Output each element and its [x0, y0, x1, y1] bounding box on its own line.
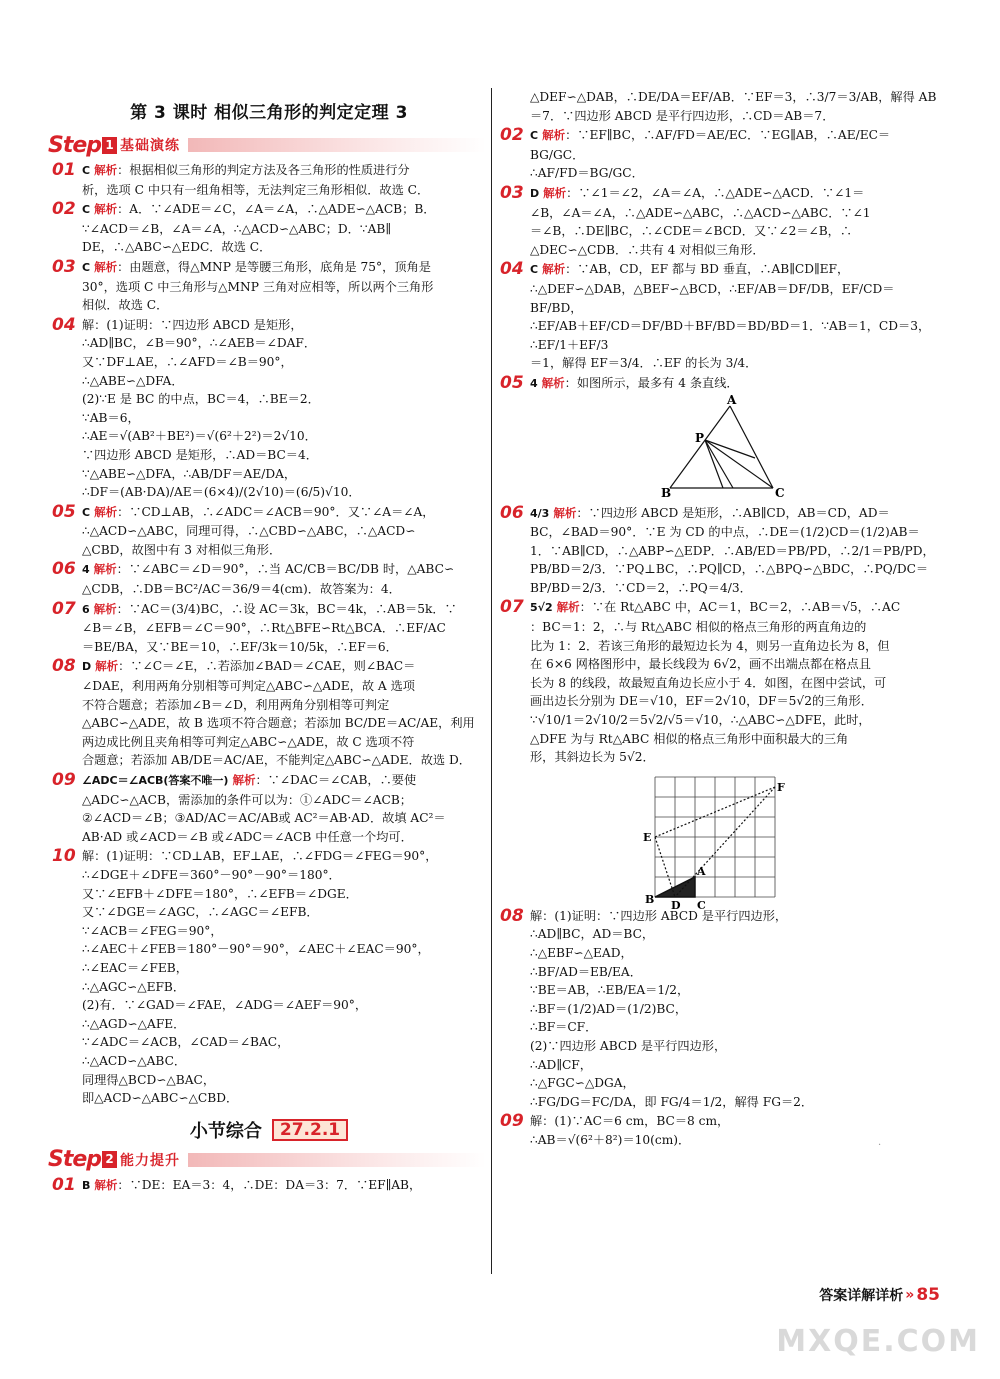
answer-text: ∴EF/AB＋EF/CD＝DF/BD＋BF/BD＝BD/BD＝1．∵AB＝1，CD＝3，∴EF/1＋EF/3	[530, 319, 931, 352]
page-footer	[819, 1285, 940, 1305]
answer-text: △DEC∽△CDB．∴共有 4 对相似三角形．	[530, 242, 765, 257]
answer-line	[530, 354, 940, 373]
answer-text: △CBD，故图中有 3 对相似三角形．	[82, 542, 282, 557]
triangle-label: C	[775, 485, 785, 500]
answer-text: △DEF∽△DAB，∴DE/DA＝EF/AB．∵EF＝3，∴3/7＝3/AB，解得 AB	[530, 90, 937, 104]
answer-line	[82, 1089, 486, 1108]
answer-text: ∵∠ACD＝∠B，∠A＝∠A，∴△ACD∽△ABC；D．∵AB∥	[82, 221, 392, 236]
answer-line	[82, 866, 486, 885]
answer-text: 解析：∵EF∥BC，∴AF/FD＝AE/EC．∵EG∥AB，∴AE/EC＝BG/GC．	[530, 128, 891, 162]
answer-text: 长为 8 的线段，故最短直角边长应小于 4．如图，在图中尝试，可	[530, 675, 887, 690]
answer-line	[82, 922, 486, 941]
answer-text: △CDB，∴DB＝BC²/AC＝36/9＝4(cm)．故答案为：4．	[82, 582, 401, 597]
answer-line	[530, 241, 940, 260]
answer-line	[530, 637, 940, 656]
answer-item	[52, 200, 486, 257]
answer-text: 解析：由题意，得△MNP 是等腰三角形，底角是 75°，顶角是	[94, 259, 431, 274]
grid-label: F	[777, 780, 785, 794]
answer-text: (2)∵四边形 ABCD 是平行四边形，	[530, 1038, 727, 1053]
answer-line	[530, 655, 940, 674]
answer-line	[530, 730, 940, 749]
answer-text: ∵∠ADC＝∠ACB，∠CAD＝∠BAC，	[82, 1035, 290, 1050]
grid-figure	[500, 771, 940, 912]
answer-key: 4	[530, 376, 538, 390]
answer-text: 解析：∵∠1＝∠2，∠A＝∠A，∴△ADE∽△ACD．∵∠1＝	[543, 185, 865, 200]
answer-text: 即△ACD∽△ABC∽△CBD．	[82, 1091, 239, 1106]
answer-text: 解析：∵CD⊥AB，∴∠ADC＝∠ACB＝90°．又∵∠A＝∠A，	[94, 504, 435, 519]
answer-text: 又∵DF⊥AE，∴∠AFD＝∠B＝90°，	[82, 354, 293, 369]
triangle-label: P	[695, 430, 705, 445]
answer-line	[530, 204, 940, 223]
answer-key: C	[82, 203, 91, 217]
answer-text: ∴∠AEC＋∠FEB＝180°－90°＝90°，∠AEC＋∠EAC＝90°，	[82, 942, 430, 957]
analysis-label: 解析	[94, 163, 118, 177]
answer-text: 又∵∠DGE＝∠AGC，∴∠AGC＝∠EFB．	[82, 905, 319, 920]
answer-line	[82, 258, 486, 278]
answer-line	[82, 978, 486, 997]
step-number: 2	[102, 1151, 117, 1168]
answer-text: 解析：∵∠ABC＝∠D＝90°，∴当 AC/CB＝BC/DB 时，△ABC∽	[93, 562, 455, 577]
answer-line	[530, 107, 940, 126]
answer-text: 同理得△BCD∽△BAC，	[82, 1072, 216, 1087]
triangle-label: B	[661, 485, 672, 500]
answer-line	[82, 751, 486, 770]
analysis-label: 解析	[93, 601, 117, 616]
answer-item	[500, 598, 940, 766]
answer-line	[82, 522, 486, 541]
answer-text: 合题意；若添加 AB/DE＝AC/AE，不能判定△ABC∽△ADE．故选 D．	[82, 753, 471, 768]
answer-text: 解析：如图所示，最多有 4 条直线．	[541, 375, 739, 390]
answer-text: 解析：∵在 Rt△ABC 中，AC＝1，BC＝2，∴AB＝√5，∴AC	[556, 600, 901, 615]
answer-text: 解析：根据相似三角形的判定方法及各三角形的性质进行分	[94, 163, 410, 177]
answer-line	[530, 504, 940, 524]
step-label: 基础演练	[120, 138, 181, 154]
answer-line	[82, 181, 486, 200]
answer-line	[530, 1056, 940, 1075]
answer-text: 又∵∠EFB＋∠DFE＝180°，∴∠EFB＝∠DGE．	[82, 886, 358, 901]
answer-line	[82, 996, 486, 1015]
answer-line	[530, 711, 940, 730]
answer-line	[530, 374, 940, 394]
answer-key: C	[82, 164, 91, 177]
answer-text: ∴AD∥BC，∠B＝90°，∴∠AEB＝∠DAF．	[82, 336, 317, 351]
answer-item	[52, 600, 486, 657]
answer-line	[82, 714, 486, 733]
answer-item	[500, 907, 940, 1112]
left-answer-list	[52, 161, 486, 1108]
item-number: 09	[52, 770, 76, 790]
analysis-label: 解析	[543, 185, 567, 200]
section-code: 27.2.1	[272, 1119, 348, 1141]
answer-line	[530, 560, 940, 579]
answer-text: 解：(1)证明：∵CD⊥AB，EF⊥AE，∴∠FDG＝∠FEG＝90°，	[82, 849, 438, 864]
analysis-label: 解析	[542, 128, 566, 143]
analysis-label: 解析	[94, 202, 118, 217]
answer-key: 5√2	[530, 601, 553, 615]
answer-key: 6	[82, 602, 90, 616]
answer-line	[82, 296, 486, 315]
answer-text: ∴AE＝√(AB²＋BE²)＝√(6²＋2²)＝2√10．	[82, 429, 317, 444]
answer-text: 1．∵AB∥CD，∴△ABP∽△EDP．∴AB/ED＝PB/PD，∴2/1＝PB/PD，	[530, 543, 935, 558]
answer-line	[82, 580, 486, 599]
answer-text: BC，∠BAD＝90°．∵E 为 CD 的中点，∴DE＝(1/2)CD＝(1/2)AB＝	[530, 525, 920, 540]
answer-text: 画出边长分别为 DE＝√10，EF＝2√10，DF＝5√2的三角形．	[530, 694, 873, 709]
left-bottom-answer-list	[52, 1176, 486, 1196]
answer-text: ∠DAE，利用两角分别相等可判定△ABC∽△ADE，故 A 选项	[82, 679, 415, 694]
answer-item	[500, 126, 940, 183]
answer-line	[530, 692, 940, 711]
grid-label: A	[697, 864, 706, 878]
answer-text: 比为 1：2．若该三角形的最短边长为 4，则另一直角边长为 8，但	[530, 638, 890, 653]
item-number: 05	[500, 372, 524, 393]
answer-text: 解析：∵∠C＝∠E，∴若添加∠BAD＝∠CAE，则∠BAC＝	[95, 659, 416, 674]
answer-text: ②∠ACD＝∠B；③AD/AC＝AC/AB或 AC²＝AB·AD．故填 AC²＝	[82, 811, 446, 826]
answer-text: △ABC∽△ADE，故 B 选项不符合题意；若添加 BC/DE＝AC/AE，利用	[82, 716, 475, 731]
section-title: 小节综合	[189, 1120, 262, 1142]
item-number: 03	[52, 256, 76, 277]
answer-text: ∴BF/AD＝EB/EA．	[530, 964, 642, 979]
answer-text: 形，其斜边长为 5√2．	[530, 750, 655, 765]
step1-header	[48, 133, 486, 157]
item-number: 08	[52, 656, 76, 677]
answer-text: DE，∴△ABC∽△EDC．故选 C．	[82, 240, 272, 255]
answer-line	[82, 657, 486, 677]
answer-text: AB·AD 或∠ACD＝∠B 或∠ADC＝∠ACB 中任意一个均可．	[82, 829, 413, 844]
item-number: 08	[500, 905, 524, 926]
answer-line	[82, 483, 486, 502]
answer-item	[52, 771, 486, 846]
answer-line	[82, 200, 486, 220]
answer-line	[82, 959, 486, 978]
answer-line	[82, 220, 486, 239]
answer-text: ∠B，∠A＝∠A，∴△ADE∽△ABC，∴△ACD∽△ABC．∵∠1	[530, 205, 871, 220]
answer-text: ∴△AGC∽△EFB．	[82, 979, 186, 994]
answer-line	[530, 1093, 940, 1112]
answer-line	[530, 164, 940, 183]
watermark: MXQE.COM	[776, 1324, 980, 1359]
answer-text: ∴△AGD∽△AFE．	[82, 1016, 186, 1031]
answer-line	[530, 944, 940, 963]
answer-line	[82, 809, 486, 828]
answer-text: ∴∠DGE＋∠DFE＝360°－90°－90°＝180°．	[82, 867, 341, 882]
item-number: 07	[500, 597, 524, 618]
answer-key: D	[82, 660, 92, 674]
answer-text: ∵△ABE∽△DFA，∴AB/DF＝AE/DA，	[82, 466, 297, 481]
answer-line	[82, 638, 486, 657]
item-number: 02	[52, 199, 76, 220]
item-number: 07	[52, 598, 76, 619]
answer-line	[82, 1052, 486, 1071]
answer-text: (2)有．∵∠GAD＝∠FAE，∠ADG＝∠AEF＝90°，	[82, 998, 368, 1013]
answer-line	[530, 1037, 940, 1056]
answer-line	[530, 542, 940, 561]
answer-text: ∵BE＝AB，∴EB/EA＝1/2，	[530, 983, 690, 998]
answer-line	[530, 1112, 940, 1131]
answer-line	[530, 1018, 940, 1037]
answer-item	[500, 184, 940, 259]
answer-line	[530, 907, 940, 926]
answer-item	[52, 161, 486, 199]
answer-line	[82, 353, 486, 372]
analysis-label: 解析	[93, 562, 117, 577]
analysis-label: 解析	[95, 659, 119, 674]
analysis-label: 解析	[94, 1177, 118, 1192]
answer-line	[82, 316, 486, 335]
grid-label: C	[697, 898, 706, 912]
item-number: 10	[52, 846, 76, 867]
item-number: 05	[52, 501, 76, 522]
answer-text: ∴DF＝(AB·DA)/AE＝(6×4)/(2√10)＝(6/5)√10．	[82, 485, 361, 500]
answer-text: 相似．故选 C．	[82, 298, 169, 313]
answer-line	[530, 260, 940, 280]
answer-line	[82, 771, 486, 791]
analysis-label: 解析	[553, 505, 577, 520]
item-number: 01	[52, 1174, 76, 1195]
step-logo: Step	[48, 1147, 102, 1173]
answer-line	[530, 963, 940, 982]
answer-text: 解析：∵DE：EA＝3：4，∴DE：DA＝3：7．∵EF∥AB，	[94, 1177, 422, 1192]
answer-text: BP/BD＝2/3．∵CD＝2，∴PQ＝4/3．	[530, 580, 752, 595]
answer-line	[82, 161, 486, 181]
analysis-label: 解析	[542, 262, 566, 277]
answer-item	[500, 260, 940, 373]
answer-line	[82, 560, 486, 580]
triangle-label: A	[727, 392, 737, 407]
left-column	[48, 88, 486, 1196]
analysis-label: 解析	[541, 375, 565, 390]
footer-text: 答案详解详析	[819, 1288, 904, 1304]
answer-line	[530, 88, 940, 107]
answer-line	[530, 748, 940, 767]
step-logo: Step	[48, 132, 102, 158]
answer-line	[82, 390, 486, 409]
answer-key: ∠ADC＝∠ACB(答案不唯一)	[82, 774, 229, 787]
answer-text: 解析：∵AB，CD，EF 都与 BD 垂直，∴AB∥CD∥EF，	[542, 262, 850, 277]
item-number: 04	[52, 314, 76, 335]
grid-label: E	[643, 830, 652, 844]
answer-line	[530, 280, 940, 317]
item-number: 06	[52, 559, 76, 580]
analysis-label: 解析	[232, 773, 256, 787]
answer-text: ∴AD∥BC，AD＝BC，	[530, 927, 655, 942]
answer-text: ∵四边形 ABCD 是矩形，∴AD＝BC＝4．	[82, 447, 318, 462]
analysis-label: 解析	[556, 600, 580, 615]
page-number: 85	[916, 1285, 940, 1305]
answer-line	[82, 903, 486, 922]
answer-text: 解析：∵AC＝(3/4)BC，∴设 AC＝3k，BC＝4k，∴AB＝5k．∵	[93, 601, 457, 616]
answer-text: 在 6×6 网格图形中，最长线段为 6√2，画不出端点都在格点且	[530, 657, 871, 672]
answer-line	[82, 503, 486, 523]
answer-text: ＝∠B，∴DE∥BC，∴∠CDE＝∠BCD．又∵∠2＝∠B，∴	[530, 224, 853, 239]
answer-text: ∴∠EAC＝∠FEB，	[82, 960, 188, 975]
answer-text: 解：(1)证明：∵四边形 ABCD 是矩形，	[82, 317, 303, 332]
answer-key: D	[530, 186, 540, 200]
answer-item	[52, 316, 486, 502]
answer-item	[500, 504, 940, 598]
answer-text: 30°，选项 C 中三角形与△MNP 三角对应相等，所以两个三角形	[82, 279, 434, 294]
answer-item	[52, 657, 486, 770]
analysis-label: 解析	[94, 259, 118, 274]
answer-text: ∴AD∥CF，	[530, 1057, 592, 1072]
item-number: 03	[500, 182, 524, 203]
answer-line	[530, 1074, 940, 1093]
answer-line	[82, 1015, 486, 1034]
answer-line	[82, 1071, 486, 1090]
answer-item	[500, 88, 940, 125]
answer-line	[82, 278, 486, 297]
answer-line	[82, 791, 486, 810]
answer-text: 解：(1)∵AC＝6 cm，BC＝8 cm，	[530, 1114, 730, 1129]
answer-text: 不符合题意；若添加∠B＝∠D，利用两角分别相等可判定	[82, 697, 390, 712]
answer-text: ＝BE/BA，又∵BE＝10，∴EF/3k＝10/5k，∴EF＝6．	[82, 639, 398, 654]
answer-line	[530, 222, 940, 241]
answer-line	[82, 600, 486, 620]
answer-text: ∴△FGC∽△DGA，	[530, 1076, 635, 1091]
answer-text: 解析：∵∠DAC＝∠CAB，∴要使	[232, 773, 417, 787]
answer-text: ∴AB＝√(6²＋8²)＝10(cm)．	[530, 1132, 691, 1147]
answer-text: ∴BF＝(1/2)AD＝(1/2)BC，	[530, 1001, 688, 1016]
answer-line	[82, 541, 486, 560]
answer-text: (2)∵E 是 BC 的中点，BC＝4，∴BE＝2．	[82, 392, 320, 407]
answer-text: △ADC∽△ACB，需添加的条件可以为：①∠ADC＝∠ACB；	[82, 792, 412, 807]
answer-key: C	[82, 260, 91, 274]
answer-text: ∴BF＝CF．	[530, 1020, 598, 1035]
answer-text: 解析：A．∵∠ADE＝∠C，∠A＝∠A，∴△ADE∽△ACB；B．	[94, 202, 436, 217]
answer-text: ∠B＝∠B，∠EFB＝∠C＝90°，∴Rt△BFE∽Rt△BCA．∴EF/AC	[82, 621, 446, 636]
answer-line	[82, 427, 486, 446]
answer-line	[82, 238, 486, 257]
answer-line	[530, 1000, 940, 1019]
answer-key: 4	[82, 563, 90, 577]
answer-text: ∵√10/1＝2√10/2＝5√2/√5＝√10，∴△ABC∽△DFE，此时，	[530, 713, 871, 728]
answer-item	[52, 560, 486, 598]
step-band	[188, 138, 486, 152]
answer-key: C	[530, 263, 539, 277]
answer-text: ∵∠ACB＝∠FEG＝90°，	[82, 923, 223, 938]
answer-item	[500, 1112, 940, 1149]
answer-line	[530, 579, 940, 598]
answer-text: ∴AF/FD＝BG/GC．	[530, 166, 644, 181]
lesson-title: 第 3 课时 相似三角形的判定定理 3	[130, 103, 408, 123]
answer-text: 两边成比例且夹角相等可判定△ABC∽△ADE，故 C 选项不符	[82, 734, 415, 749]
answer-text: ∴△DEF∽△DAB，△BEF∽△BCD，∴EF/AB＝DF/DB，EF/CD＝BF/BD，	[530, 281, 895, 315]
answer-key: B	[82, 1178, 91, 1192]
answer-line	[530, 317, 940, 354]
section-header	[52, 1116, 486, 1144]
answer-line	[530, 674, 940, 693]
answer-line	[530, 184, 940, 204]
answer-key: 4/3	[530, 506, 550, 520]
answer-text: ＝1，解得 EF＝3/4．∴EF 的长为 3/4．	[530, 356, 758, 371]
item-number: 06	[500, 502, 524, 523]
answer-line	[82, 619, 486, 638]
answer-line	[82, 1033, 486, 1052]
answer-item	[52, 1176, 486, 1196]
step-band	[188, 1153, 486, 1167]
answer-line	[82, 885, 486, 904]
grid-diagram	[635, 771, 805, 912]
column-divider	[491, 88, 492, 1274]
answer-line	[82, 847, 486, 866]
right-answer-list	[500, 88, 940, 1150]
answer-line	[82, 696, 486, 715]
triangle-diagram	[655, 392, 785, 500]
answer-line	[82, 1176, 486, 1196]
answer-text: 析，选项 C 中只有一组角相等，无法判定三角形相似．故选 C．	[82, 182, 430, 197]
step-label: 能力提升	[120, 1152, 181, 1169]
answer-item	[52, 503, 486, 560]
right-column	[500, 88, 940, 1151]
analysis-label: 解析	[94, 504, 118, 519]
answer-item	[500, 374, 940, 394]
answer-line	[530, 126, 940, 164]
answer-text: ∴△EBF∽△EAD，	[530, 946, 633, 960]
answer-line	[82, 677, 486, 696]
answer-text: 解析：∵四边形 ABCD 是矩形，∴AB∥CD，AB＝CD，AD＝	[553, 505, 890, 520]
step2-header	[48, 1148, 486, 1172]
answer-text: ∵AB＝6，	[82, 410, 140, 425]
answer-line	[530, 981, 940, 1000]
grid-label: D	[671, 898, 681, 912]
answer-line	[82, 465, 486, 484]
answer-item	[52, 847, 486, 1107]
answer-line	[82, 828, 486, 847]
answer-text: 解：(1)证明：∵四边形 ABCD 是平行四边形，	[530, 908, 788, 923]
answer-text: PB/BD＝2/3．∵PQ⊥BC，∴PQ∥CD，∴△BPQ∽△BDC，∴PQ/DC＝	[530, 562, 929, 577]
footer-arrows: »	[905, 1287, 915, 1303]
answer-text: ∴△ACD∽△ABC，同理可得，∴△CBD∽△ABC，∴△ACD∽	[82, 524, 416, 539]
answer-text: ∴△ACD∽△ABC．	[82, 1053, 187, 1068]
tick-mark: ·	[878, 1140, 882, 1151]
answer-key: C	[82, 505, 91, 519]
answer-line	[82, 940, 486, 959]
answer-text: ∴FG/DG＝FC/DA，即 FG/4＝1/2，解得 FG＝2．	[530, 1094, 814, 1109]
answer-text: ：BC＝1：2，∴与 Rt△ABC 相似的格点三角形的两直角边的	[530, 620, 867, 635]
answer-line	[530, 925, 940, 944]
triangle-figure	[500, 392, 940, 500]
step-number: 1	[102, 137, 117, 154]
answer-line	[82, 733, 486, 752]
answer-text: ∴△ABE∽△DFA．	[82, 373, 184, 388]
answer-line	[82, 372, 486, 391]
item-number: 02	[500, 125, 524, 146]
answer-line	[82, 409, 486, 428]
answer-line	[82, 446, 486, 465]
answer-line	[530, 523, 940, 542]
answer-line	[530, 598, 940, 618]
item-number: 01	[52, 160, 76, 180]
answer-line	[530, 618, 940, 637]
item-number: 09	[500, 1111, 524, 1132]
answer-line	[82, 334, 486, 353]
grid-label: B	[645, 892, 655, 906]
answer-text: △DFE 为与 Rt△ABC 相似的格点三角形中面积最大的三角	[530, 731, 849, 746]
answer-item	[52, 258, 486, 315]
item-number: 04	[500, 259, 524, 280]
answer-key: C	[530, 129, 539, 143]
answer-text: ＝7．∵四边形 ABCD 是平行四边形，∴CD＝AB＝7．	[530, 108, 835, 123]
